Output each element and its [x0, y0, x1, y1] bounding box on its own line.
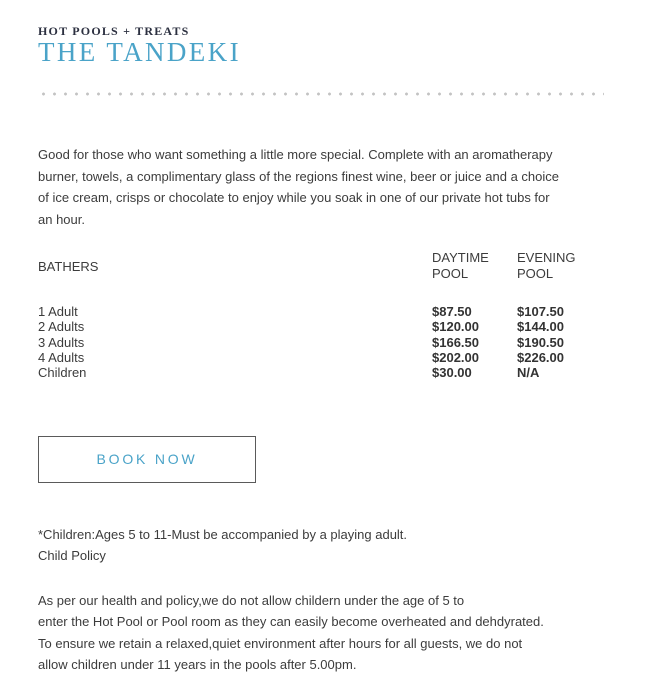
price-row: [38, 365, 598, 380]
bather-label: 3 Adults: [38, 334, 85, 350]
dotted-divider: [38, 92, 604, 96]
description-line: Good for those who want something a little more special. Complete with an aromatherapy: [38, 147, 553, 162]
bather-label: 2 Adults: [38, 319, 85, 335]
daytime-header-line: DAYTIME: [432, 250, 489, 265]
price-row: [38, 350, 598, 365]
description-line: an hour.: [38, 211, 85, 227]
evening-price: N/A: [517, 365, 540, 381]
package-description: [38, 144, 603, 230]
price-row: [38, 335, 598, 350]
price-row: [38, 304, 598, 319]
evening-header-line: POOL: [517, 266, 554, 281]
policy-line: To ensure we retain a relaxed,quiet environment after hours for all guests, we do not: [38, 635, 523, 651]
evening-price: $144.00: [517, 319, 564, 335]
policy-line: allow children under 11 years in the pools after 5.00pm.: [38, 656, 357, 672]
daytime-price: $202.00: [432, 349, 479, 365]
daytime-column-header: [432, 250, 512, 282]
daytime-header-line: POOL: [432, 266, 469, 281]
child-policy-text: [38, 590, 608, 675]
book-now-button[interactable]: BOOK NOW: [38, 436, 256, 483]
daytime-price: $120.00: [432, 319, 479, 335]
evening-header-line: EVENING: [517, 250, 576, 265]
daytime-price: $166.50: [432, 334, 479, 350]
children-age-note: *Children:Ages 5 to 11-Must be accompanied by a playing adult.: [38, 527, 408, 542]
bather-label: Children: [38, 365, 87, 381]
bathers-column-header: BATHERS: [38, 259, 99, 274]
bather-label: 1 Adult: [38, 304, 78, 319]
description-line: of ice cream, crisps or chocolate to enjoy while you soak in one of our private hot tubs for: [38, 190, 550, 205]
evening-column-header: [517, 250, 597, 282]
policy-line: As per our health and policy,we do not allow childern under the age of 5 to: [38, 593, 465, 608]
package-title: THE TANDEKI: [38, 37, 241, 67]
daytime-price: $30.00: [432, 365, 472, 381]
bather-label: 4 Adults: [38, 349, 85, 365]
evening-price: $190.50: [517, 334, 564, 350]
price-row: [38, 319, 598, 334]
child-policy-heading: Child Policy: [38, 548, 106, 563]
description-line: burner, towels, a complimentary glass of the regions finest wine, beer or juice and a choice: [38, 168, 559, 184]
evening-price: $226.00: [517, 349, 564, 365]
evening-price: $107.50: [517, 304, 564, 319]
children-note: [38, 524, 608, 566]
daytime-price: $87.50: [432, 304, 472, 319]
section-eyebrow: HOT POOLS + TREATS: [38, 24, 190, 38]
price-rows: [38, 304, 598, 380]
policy-line: enter the Hot Pool or Pool room as they can easily become overheated and dehdyrated.: [38, 614, 544, 630]
